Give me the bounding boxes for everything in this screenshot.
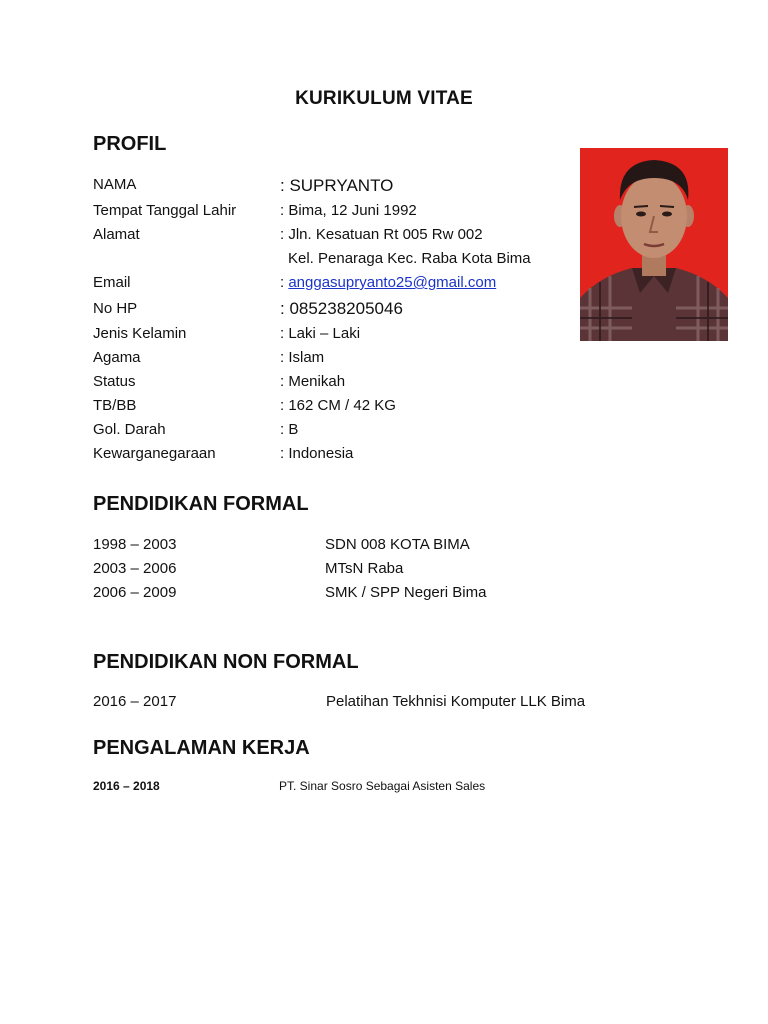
profile-value: : Bima, 12 Juni 1992	[280, 202, 417, 219]
profile-value: : Islam	[280, 349, 325, 366]
profile-row-tbbb	[93, 397, 563, 419]
profile-value: : Jln. Kesatuan Rt 005 Rw 002	[280, 226, 483, 243]
profile-label: Status	[93, 373, 136, 390]
profile-value: : B	[280, 421, 299, 438]
document-title: KURIKULUM VITAE	[295, 88, 473, 109]
list-item	[93, 536, 653, 558]
profile-value-nama	[280, 176, 393, 196]
profile-label: TB/BB	[93, 397, 137, 414]
profile-label: Jenis Kelamin	[93, 325, 187, 342]
edu-years: 1998 – 2003	[93, 536, 177, 553]
profile-label: Agama	[93, 349, 141, 366]
profile-row-alamat	[93, 226, 563, 248]
profile-label: NAMA	[93, 176, 137, 193]
profile-row-agama	[93, 349, 563, 371]
profile-label: Tempat Tanggal Lahir	[93, 202, 237, 219]
edu-years: 2006 – 2009	[93, 584, 177, 601]
list-item	[93, 693, 653, 715]
list-item	[93, 560, 653, 582]
profile-value: : Indonesia	[280, 445, 354, 462]
nonformal-years: 2016 – 2017	[93, 693, 177, 710]
profile-photo	[580, 148, 728, 341]
profile-value: Kel. Penaraga Kec. Raba Kota Bima	[288, 250, 531, 267]
profile-row-status	[93, 373, 563, 395]
hp-text: : 085238205046	[280, 299, 403, 318]
list-item	[93, 584, 653, 606]
profile-row-email	[93, 274, 563, 296]
nonformal-program: Pelatihan Tekhnisi Komputer LLK Bima	[326, 693, 586, 710]
profile-label: Kewarganegaraan	[93, 445, 216, 462]
profile-value: : Laki – Laki	[280, 325, 361, 342]
profile-label: Alamat	[93, 226, 140, 243]
profile-label: No HP	[93, 300, 138, 317]
portrait-photo-icon	[580, 148, 728, 341]
profile-value-hp	[280, 299, 403, 319]
profile-row-hp	[93, 299, 563, 321]
edu-school: SDN 008 KOTA BIMA	[325, 536, 470, 553]
profile-row-alamat-2	[93, 250, 563, 272]
section-heading-pengalaman-kerja: PENGALAMAN KERJA	[93, 737, 310, 759]
edu-school: MTsN Raba	[325, 560, 404, 577]
profile-value-email	[280, 274, 496, 291]
nama-text: : SUPRYANTO	[280, 176, 394, 195]
profile-row-jk	[93, 325, 563, 347]
profile-value: : 162 CM / 42 KG	[280, 397, 396, 414]
profile-row-kewarganegaraan	[93, 445, 563, 467]
section-heading-pendidikan-non-formal: PENDIDIKAN NON FORMAL	[93, 651, 359, 673]
section-heading-profil: PROFIL	[93, 133, 167, 155]
profile-label: Email	[93, 274, 131, 291]
work-description: PT. Sinar Sosro Sebagai Asisten Sales	[279, 779, 486, 793]
email-link[interactable]: anggasupryanto25@gmail.com	[288, 274, 497, 291]
profile-row-nama	[93, 176, 563, 198]
list-item	[93, 779, 653, 797]
work-years: 2016 – 2018	[93, 779, 160, 793]
profile-row-darah	[93, 421, 563, 443]
section-heading-pendidikan-formal: PENDIDIKAN FORMAL	[93, 493, 309, 515]
profile-value: : Menikah	[280, 373, 346, 390]
edu-school: SMK / SPP Negeri Bima	[325, 584, 487, 601]
email-prefix: :	[280, 274, 289, 291]
profile-row-ttl	[93, 202, 563, 224]
edu-years: 2003 – 2006	[93, 560, 177, 577]
profile-label: Gol. Darah	[93, 421, 166, 438]
